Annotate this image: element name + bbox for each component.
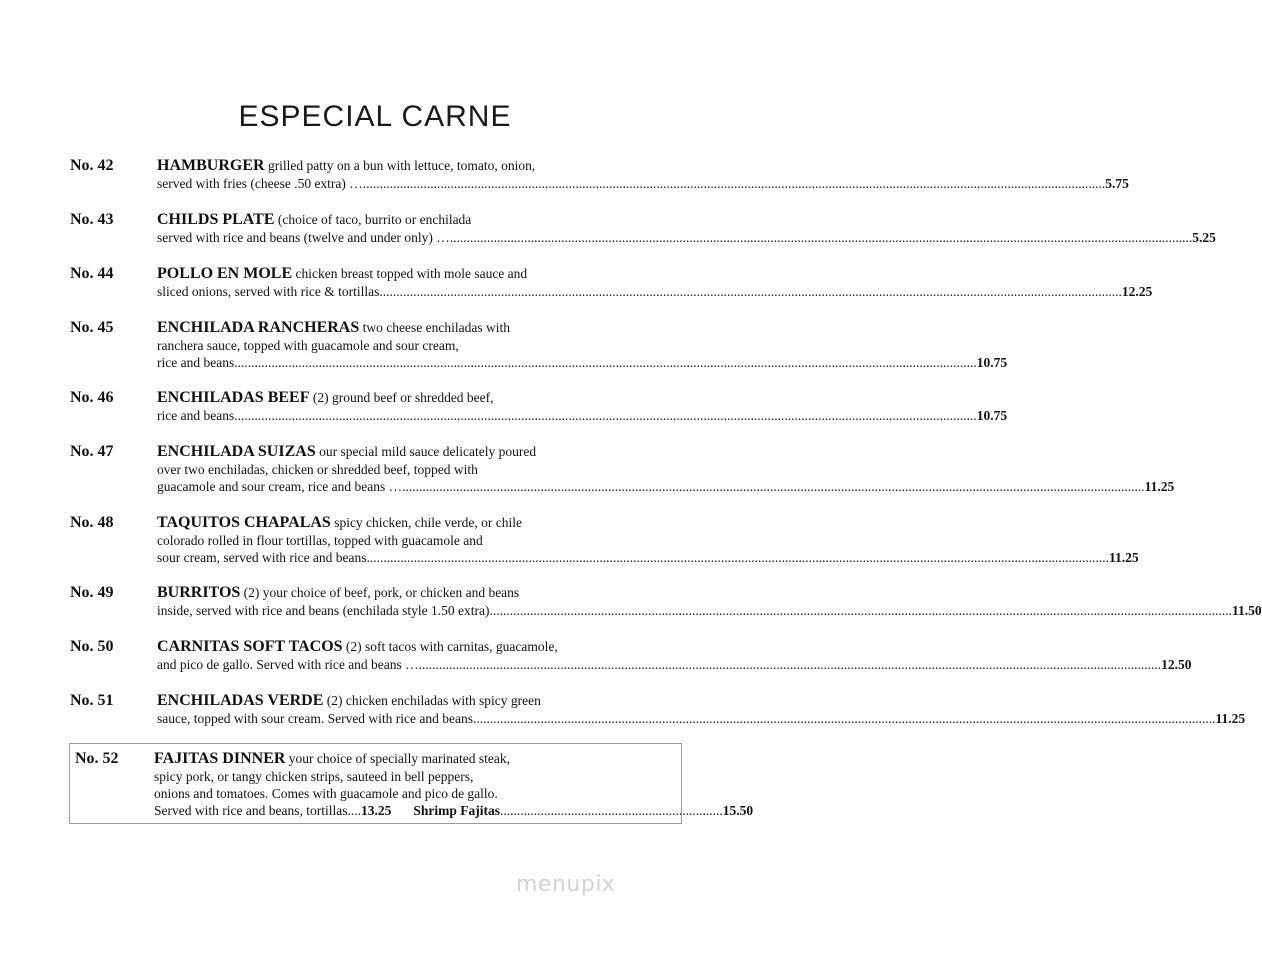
item-price: 5.25 [1192, 230, 1216, 245]
item-body [157, 389, 1008, 424]
item-name: CHILDS PLATE [157, 211, 275, 228]
item-description-line: colorado rolled in flour tortillas, topped with guacamole and [157, 533, 483, 548]
item-description-line: spicy pork, or tangy chicken strips, sauteed in bell peppers, [154, 769, 474, 784]
item-description-end: rice and beans [157, 408, 235, 423]
item-description: (2) your choice of beef, pork, or chicken and beans [240, 585, 520, 600]
item-body [157, 638, 1192, 673]
item-number: No. 49 [70, 584, 114, 601]
item-price-line [157, 602, 1262, 619]
item-number: No. 44 [70, 265, 114, 282]
item-number: No. 47 [70, 443, 114, 460]
page-title: ESPECIAL CARNE [238, 100, 512, 133]
item-price-line [157, 354, 1008, 371]
item-body [157, 443, 1175, 495]
item-name: CARNITAS SOFT TACOS [157, 638, 343, 655]
item-first-line [157, 389, 672, 407]
item-description: (choice of taco, burrito or enchilada [274, 212, 472, 227]
dot-leader: ............................................................................................................................................................................................................................ [402, 479, 1145, 494]
item-first-line [157, 584, 672, 602]
item-price-line [157, 283, 1153, 300]
item-first-line [157, 211, 672, 229]
item-price-line [157, 175, 1129, 192]
item-first-line [157, 514, 672, 532]
item-description-end: sour cream, served with rice and beans [157, 550, 367, 565]
item-number: No. 42 [70, 157, 114, 174]
item-body [157, 211, 1216, 246]
item-description: (2) soft tacos with carnitas, guacamole, [342, 639, 558, 654]
item-first-line [157, 638, 672, 656]
item-price: 10.75 [976, 355, 1008, 370]
dot-leader: .................................................................. [499, 803, 723, 818]
item-price: 11.50 [1232, 603, 1262, 618]
item-price: 12.25 [1121, 284, 1153, 299]
item-description: two cheese enchiladas with [359, 320, 510, 335]
item-description: your choice of specially marinated steak, [285, 751, 510, 766]
item-description: chicken breast topped with mole sauce and [292, 266, 528, 281]
item-price: 11.25 [1215, 711, 1246, 726]
item-description: (2) ground beef or shredded beef, [309, 390, 494, 405]
item-price: 12.50 [1161, 657, 1192, 672]
item-number: No. 46 [70, 389, 114, 406]
item-number: No. 51 [70, 692, 114, 709]
item-description: our special mild sauce delicately poured [315, 444, 537, 459]
dot-leader: ............................................................................................................................................................................................................................ [418, 657, 1162, 672]
item-first-line [157, 443, 672, 461]
item-description-line: ranchera sauce, topped with guacamole and sour cream, [157, 338, 459, 353]
item-first-line [157, 265, 672, 283]
item-name: ENCHILADA RANCHERAS [157, 319, 360, 336]
item-description: grilled patty on a bun with lettuce, tomato, onion, [264, 158, 536, 173]
item-description-end: Served with rice and beans, tortillas.... [154, 803, 361, 818]
item-name: TAQUITOS CHAPALAS [157, 514, 331, 531]
item-first-line [157, 157, 672, 175]
item-description-end: served with fries (cheese .50 extra) … [157, 176, 363, 191]
item-body [154, 750, 754, 819]
item-price-line [154, 802, 754, 819]
item-number: No. 52 [75, 750, 119, 767]
item-description-end: sliced onions, served with rice & tortillas [157, 284, 380, 299]
item-body [157, 319, 1008, 371]
item-description: spicy chicken, chile verde, or chile [330, 515, 522, 530]
item-description-end: rice and beans [157, 355, 235, 370]
item-body [157, 265, 1153, 300]
item-price: 11.25 [1144, 479, 1175, 494]
item-price-line [157, 710, 1246, 727]
shrimp-fajitas-label: Shrimp Fajitas [413, 803, 500, 818]
item-description-end: sauce, topped with sour cream. Served with rice and beans [157, 711, 474, 726]
dot-leader: ............................................................................................................................................................................................................................ [449, 230, 1193, 245]
shrimp-fajitas-price: 15.50 [722, 803, 754, 818]
item-number: No. 50 [70, 638, 114, 655]
item-name: ENCHILADAS BEEF [157, 389, 310, 406]
item-price-line [157, 549, 1139, 566]
item-number: No. 48 [70, 514, 114, 531]
item-number: No. 45 [70, 319, 114, 336]
item-description: (2) chicken enchiladas with spicy green [323, 693, 541, 708]
item-body [157, 514, 1139, 566]
item-description-end: and pico de gallo. Served with rice and beans … [157, 657, 419, 672]
item-description-line: over two enchiladas, chicken or shredded beef, topped with [157, 462, 478, 477]
item-price: 11.25 [1109, 550, 1139, 565]
dot-leader: ............................................................................................................................................................................................................................ [362, 176, 1106, 191]
item-price: 10.75 [976, 408, 1008, 423]
item-first-line [154, 750, 669, 768]
dot-leader: ............................................................................................................................................................................................................................ [234, 355, 977, 370]
item-description-end: guacamole and sour cream, rice and beans … [157, 479, 403, 494]
item-description-end: inside, served with rice and beans (enchilada style 1.50 extra) [157, 603, 490, 618]
item-name: FAJITAS DINNER [154, 750, 286, 767]
dot-leader: ............................................................................................................................................................................................................................ [366, 550, 1110, 565]
item-name: POLLO EN MOLE [157, 265, 293, 282]
item-name: BURRITOS [157, 584, 241, 601]
item-body [157, 692, 1246, 727]
item-first-line [157, 319, 672, 337]
watermark-logo: menupix [516, 872, 616, 897]
item-price-line [157, 229, 1216, 246]
item-name: ENCHILADA SUIZAS [157, 443, 316, 460]
dot-leader: ............................................................................................................................................................................................................................ [489, 603, 1233, 618]
dot-leader: ............................................................................................................................................................................................................................ [234, 408, 977, 423]
item-first-line [157, 692, 672, 710]
item-number: No. 43 [70, 211, 114, 228]
item-price-line [157, 656, 1192, 673]
item-price: 5.75 [1105, 176, 1129, 191]
item-description-line: onions and tomatoes. Comes with guacamole and pico de gallo. [154, 786, 498, 801]
item-price: 13.25 [360, 803, 392, 818]
item-body [157, 584, 1262, 619]
item-description-end: served with rice and beans (twelve and under only) … [157, 230, 450, 245]
dot-leader: ............................................................................................................................................................................................................................ [473, 711, 1216, 726]
item-body [157, 157, 1129, 192]
item-name: HAMBURGER [157, 157, 265, 174]
item-name: ENCHILADAS VERDE [157, 692, 324, 709]
menu-item-special [69, 743, 754, 824]
item-price-line [157, 478, 1175, 495]
dot-leader: ............................................................................................................................................................................................................................ [379, 284, 1122, 299]
item-price-line [157, 407, 1008, 424]
